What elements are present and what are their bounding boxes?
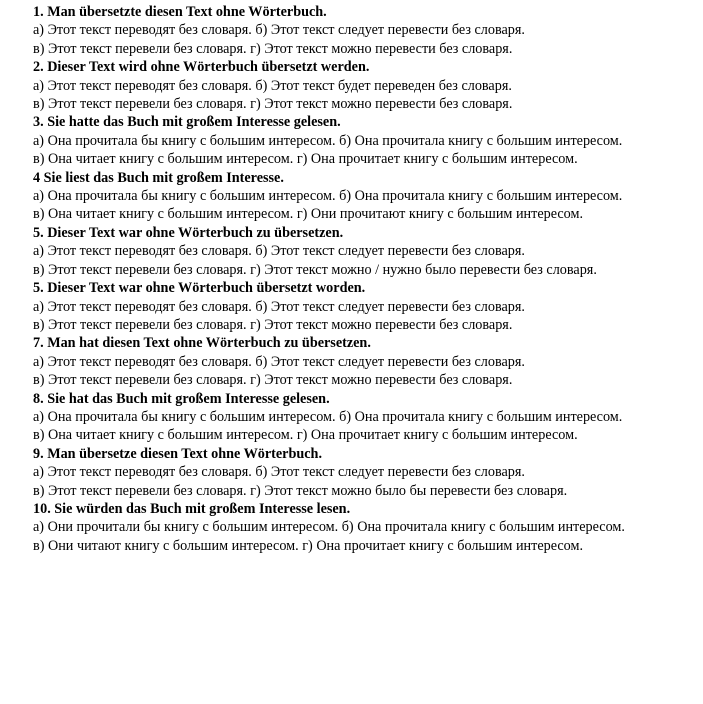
answer-line: в) Они читают книгу с большим интересом. г) Она прочитает книгу с большим интересом. [33, 537, 584, 554]
question-7 [33, 334, 658, 389]
answer-line: в) Этот текст перевели без словаря. г) Этот текст можно перевести без словаря. [33, 372, 513, 389]
question-title: 2. Dieser Text wird ohne Wörterbuch übersetzt werden. [33, 59, 370, 76]
answer-line: а) Она прочитала бы книгу с большим интересом. б) Она прочитала книгу с большим интересом. [33, 132, 623, 149]
answer-line: а) Они прочитали бы книгу с большим интересом. б) Она прочитала книгу с большим интересом. [33, 519, 625, 536]
question-3 [33, 113, 658, 168]
answer-line: в) Этот текст перевели без словаря. г) Этот текст можно перевести без словаря. [33, 96, 513, 113]
answer-line: в) Этот текст перевели без словаря. г) Этот текст можно перевести без словаря. [33, 40, 513, 57]
answer-line: в) Она читает книгу с большим интересом. г) Она прочитает книгу с большим интересом. [33, 427, 578, 444]
exercise-document [33, 3, 658, 555]
question-title: 4 Sie liest das Buch mit großem Interesse. [33, 169, 284, 186]
question-title: 5. Dieser Text war ohne Wörterbuch zu übersetzen. [33, 224, 344, 241]
answer-line: а) Этот текст переводят без словаря. б) Этот текст будет переведен без словаря. [33, 77, 512, 94]
question-title: 10. Sie würden das Buch mit großem Interesse lesen. [33, 500, 351, 517]
answer-line: в) Она читает книгу с большим интересом. г) Она прочитает книгу с большим интересом. [33, 151, 578, 168]
question-title: 9. Man übersetze diesen Text ohne Wörterbuch. [33, 445, 322, 462]
question-10 [33, 500, 658, 555]
question-title: 1. Man übersetzte diesen Text ohne Wörterbuch. [33, 4, 327, 20]
answer-line: а) Этот текст переводят без словаря. б) Этот текст следует перевести без словаря. [33, 22, 525, 39]
answer-line: в) Этот текст перевели без словаря. г) Этот текст можно перевести без словаря. [33, 316, 513, 333]
answer-line: а) Этот текст переводят без словаря. б) Этот текст следует перевести без словаря. [33, 298, 525, 315]
answer-line: а) Этот текст переводят без словаря. б) Этот текст следует перевести без словаря. [33, 353, 525, 370]
question-5 [33, 224, 658, 279]
question-5b [33, 279, 658, 334]
answer-line: в) Этот текст перевели без словаря. г) Этот текст можно / нужно было перевести без словаря. [33, 261, 597, 278]
answer-line: а) Этот текст переводят без словаря. б) Этот текст следует перевести без словаря. [33, 464, 525, 481]
question-2 [33, 58, 658, 113]
question-title: 3. Sie hatte das Buch mit großem Interesse gelesen. [33, 114, 341, 131]
answer-line: а) Она прочитала бы книгу с большим интересом. б) Она прочитала книгу с большим интересом. [33, 188, 623, 205]
question-9 [33, 445, 658, 500]
question-title: 5. Dieser Text war ohne Wörterbuch übersetzt worden. [33, 280, 366, 297]
question-title: 8. Sie hat das Buch mit großem Interesse gelesen. [33, 390, 330, 407]
question-title: 7. Man hat diesen Text ohne Wörterbuch zu übersetzen. [33, 335, 371, 352]
answer-line: а) Этот текст переводят без словаря. б) Этот текст следует перевести без словаря. [33, 243, 525, 260]
answer-line: в) Этот текст перевели без словаря. г) Этот текст можно было бы перевести без словаря. [33, 482, 568, 499]
question-4 [33, 169, 658, 224]
answer-line: а) Она прочитала бы книгу с большим интересом. б) Она прочитала книгу с большим интересом. [33, 408, 623, 425]
question-1 [33, 3, 658, 58]
question-8 [33, 390, 658, 445]
answer-line: в) Она читает книгу с большим интересом. г) Они прочитают книгу с большим интересом. [33, 206, 584, 223]
